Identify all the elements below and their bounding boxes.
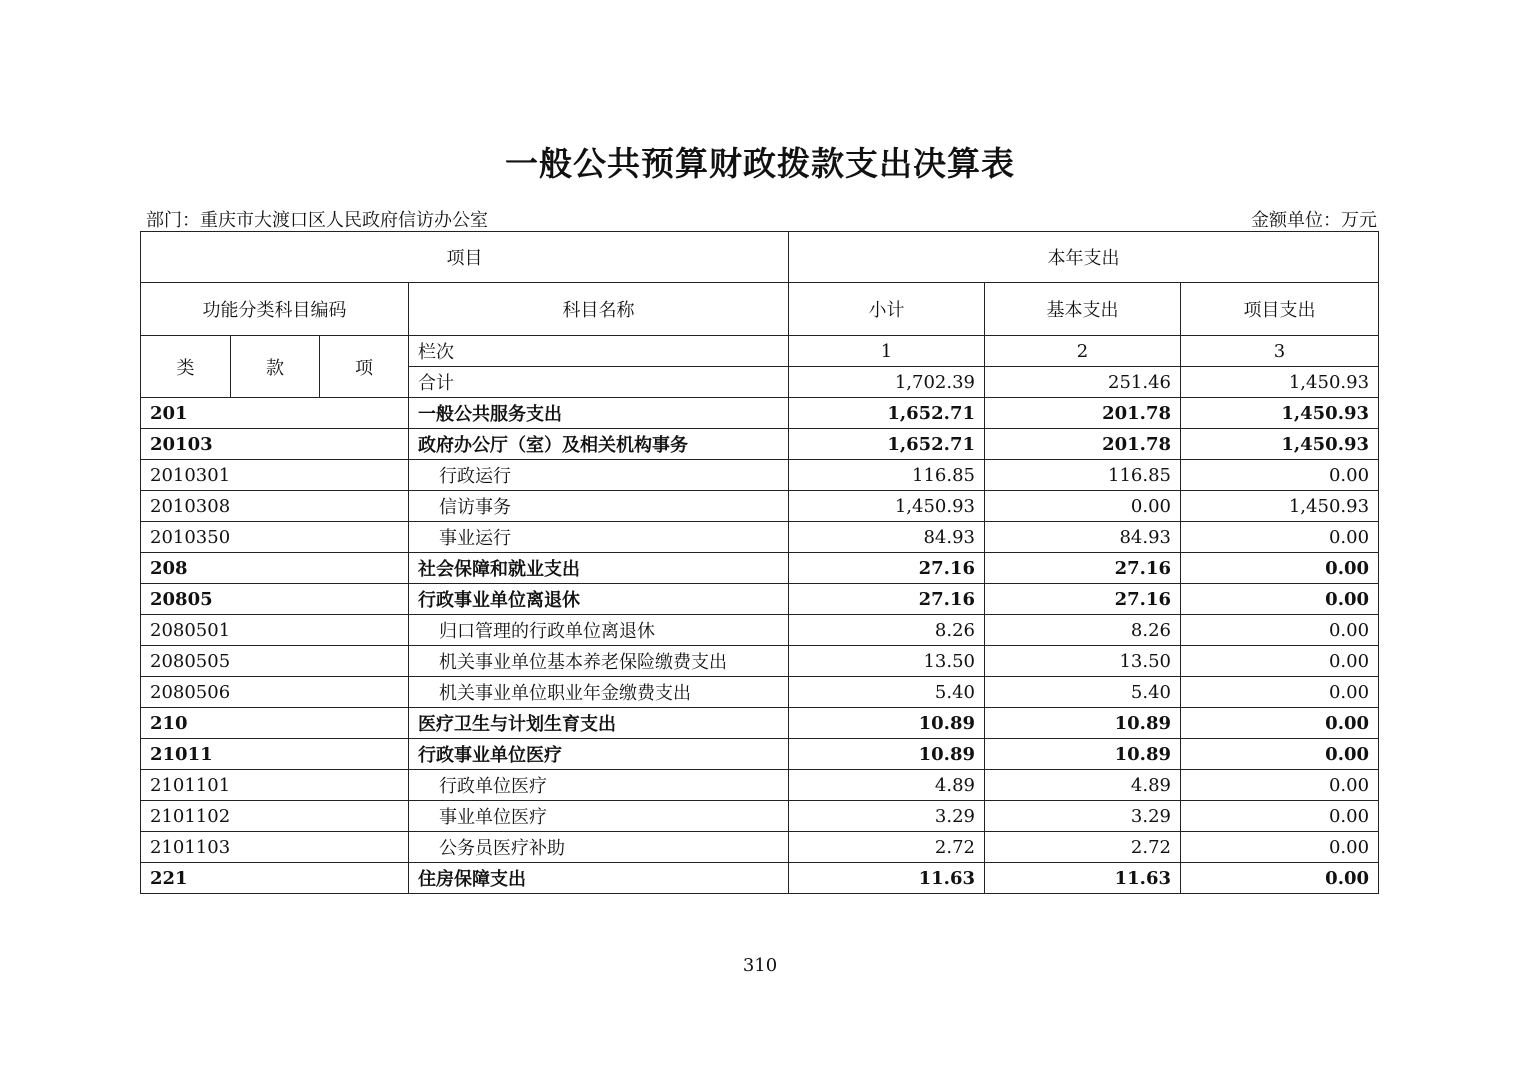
table-row <box>141 832 1379 863</box>
row-basic: 27.16 <box>985 553 1181 584</box>
budget-table <box>140 231 1379 894</box>
row-project: 0.00 <box>1181 801 1379 832</box>
row-project: 0.00 <box>1181 832 1379 863</box>
row-code: 201 <box>141 398 409 429</box>
row-basic: 5.40 <box>985 677 1181 708</box>
row-project: 0.00 <box>1181 522 1379 553</box>
table-row <box>141 584 1379 615</box>
row-name: 政府办公厅（室）及相关机构事务 <box>409 429 789 460</box>
row-subtotal: 84.93 <box>789 522 985 553</box>
row-basic: 2.72 <box>985 832 1181 863</box>
row-subtotal: 1,652.71 <box>789 429 985 460</box>
row-basic: 0.00 <box>985 491 1181 522</box>
row-code: 221 <box>141 863 409 894</box>
total-project: 1,450.93 <box>1181 367 1379 398</box>
row-subtotal: 13.50 <box>789 646 985 677</box>
row-name: 归口管理的行政单位离退休 <box>409 615 789 646</box>
header-col2: 2 <box>985 336 1181 367</box>
department-label: 部门：重庆市大渡口区人民政府信访办公室 <box>146 210 488 231</box>
table-row <box>141 863 1379 894</box>
row-basic: 10.89 <box>985 739 1181 770</box>
row-project: 0.00 <box>1181 460 1379 491</box>
header-kuan: 款 <box>231 336 320 398</box>
header-row-2 <box>141 283 1379 336</box>
row-subtotal: 11.63 <box>789 863 985 894</box>
row-project: 0.00 <box>1181 770 1379 801</box>
row-project: 0.00 <box>1181 553 1379 584</box>
row-name: 社会保障和就业支出 <box>409 553 789 584</box>
row-subtotal: 1,450.93 <box>789 491 985 522</box>
table-row <box>141 615 1379 646</box>
row-subtotal: 27.16 <box>789 553 985 584</box>
row-basic: 8.26 <box>985 615 1181 646</box>
row-project: 0.00 <box>1181 615 1379 646</box>
row-subtotal: 10.89 <box>789 739 985 770</box>
row-name: 医疗卫生与计划生育支出 <box>409 708 789 739</box>
row-code: 2010301 <box>141 460 409 491</box>
row-code: 2080501 <box>141 615 409 646</box>
row-name: 公务员医疗补助 <box>409 832 789 863</box>
row-name: 机关事业单位职业年金缴费支出 <box>409 677 789 708</box>
row-subtotal: 27.16 <box>789 584 985 615</box>
table-body <box>141 232 1379 894</box>
row-name: 信访事务 <box>409 491 789 522</box>
row-code: 2101103 <box>141 832 409 863</box>
header-col1: 1 <box>789 336 985 367</box>
table-row <box>141 553 1379 584</box>
row-code: 2101102 <box>141 801 409 832</box>
row-subtotal: 5.40 <box>789 677 985 708</box>
row-project: 1,450.93 <box>1181 491 1379 522</box>
row-basic: 13.50 <box>985 646 1181 677</box>
header-col3: 3 <box>1181 336 1379 367</box>
row-basic: 27.16 <box>985 584 1181 615</box>
header-lanci: 栏次 <box>409 336 789 367</box>
row-subtotal: 116.85 <box>789 460 985 491</box>
row-project: 0.00 <box>1181 646 1379 677</box>
row-basic: 201.78 <box>985 429 1181 460</box>
header-code: 功能分类科目编码 <box>141 283 409 336</box>
header-item: 项目 <box>141 232 789 283</box>
row-basic: 3.29 <box>985 801 1181 832</box>
row-name: 行政事业单位离退休 <box>409 584 789 615</box>
table-row <box>141 491 1379 522</box>
row-project: 0.00 <box>1181 739 1379 770</box>
table-row <box>141 801 1379 832</box>
row-subtotal: 8.26 <box>789 615 985 646</box>
row-subtotal: 1,652.71 <box>789 398 985 429</box>
header-this-year: 本年支出 <box>789 232 1379 283</box>
row-code: 2010350 <box>141 522 409 553</box>
row-basic: 84.93 <box>985 522 1181 553</box>
row-code: 2080506 <box>141 677 409 708</box>
total-label: 合计 <box>409 367 789 398</box>
row-code: 2101101 <box>141 770 409 801</box>
header-name: 科目名称 <box>409 283 789 336</box>
row-subtotal: 2.72 <box>789 832 985 863</box>
row-project: 0.00 <box>1181 708 1379 739</box>
table-row <box>141 398 1379 429</box>
table-row <box>141 770 1379 801</box>
total-subtotal: 1,702.39 <box>789 367 985 398</box>
row-code: 208 <box>141 553 409 584</box>
row-basic: 4.89 <box>985 770 1181 801</box>
row-code: 210 <box>141 708 409 739</box>
row-name: 机关事业单位基本养老保险缴费支出 <box>409 646 789 677</box>
header-xiang: 项 <box>320 336 409 398</box>
row-name: 行政运行 <box>409 460 789 491</box>
unit-label: 金额单位：万元 <box>1251 210 1377 231</box>
row-project: 0.00 <box>1181 677 1379 708</box>
row-name: 事业运行 <box>409 522 789 553</box>
row-project: 0.00 <box>1181 584 1379 615</box>
row-project: 1,450.93 <box>1181 398 1379 429</box>
row-name: 行政事业单位医疗 <box>409 739 789 770</box>
header-row-1 <box>141 232 1379 283</box>
row-project: 0.00 <box>1181 863 1379 894</box>
table-row <box>141 677 1379 708</box>
row-basic: 11.63 <box>985 863 1181 894</box>
row-name: 事业单位医疗 <box>409 801 789 832</box>
header-basic: 基本支出 <box>985 283 1181 336</box>
row-basic: 201.78 <box>985 398 1181 429</box>
row-basic: 10.89 <box>985 708 1181 739</box>
header-row-3 <box>141 336 1379 367</box>
header-subtotal: 小计 <box>789 283 985 336</box>
row-code: 20805 <box>141 584 409 615</box>
row-name: 住房保障支出 <box>409 863 789 894</box>
row-name: 行政单位医疗 <box>409 770 789 801</box>
row-code: 2080505 <box>141 646 409 677</box>
table-row <box>141 460 1379 491</box>
row-subtotal: 3.29 <box>789 801 985 832</box>
row-project: 1,450.93 <box>1181 429 1379 460</box>
table-row <box>141 646 1379 677</box>
row-code: 20103 <box>141 429 409 460</box>
row-basic: 116.85 <box>985 460 1181 491</box>
row-code: 2010308 <box>141 491 409 522</box>
table-row <box>141 739 1379 770</box>
row-subtotal: 4.89 <box>789 770 985 801</box>
total-basic: 251.46 <box>985 367 1181 398</box>
header-lei: 类 <box>141 336 231 398</box>
row-code: 21011 <box>141 739 409 770</box>
table-row <box>141 429 1379 460</box>
row-subtotal: 10.89 <box>789 708 985 739</box>
row-name: 一般公共服务支出 <box>409 398 789 429</box>
table-row <box>141 522 1379 553</box>
page-number: 310 <box>742 955 778 976</box>
header-project: 项目支出 <box>1181 283 1379 336</box>
table-row <box>141 708 1379 739</box>
page-title: 一般公共预算财政拨款支出决算表 <box>505 144 1015 183</box>
